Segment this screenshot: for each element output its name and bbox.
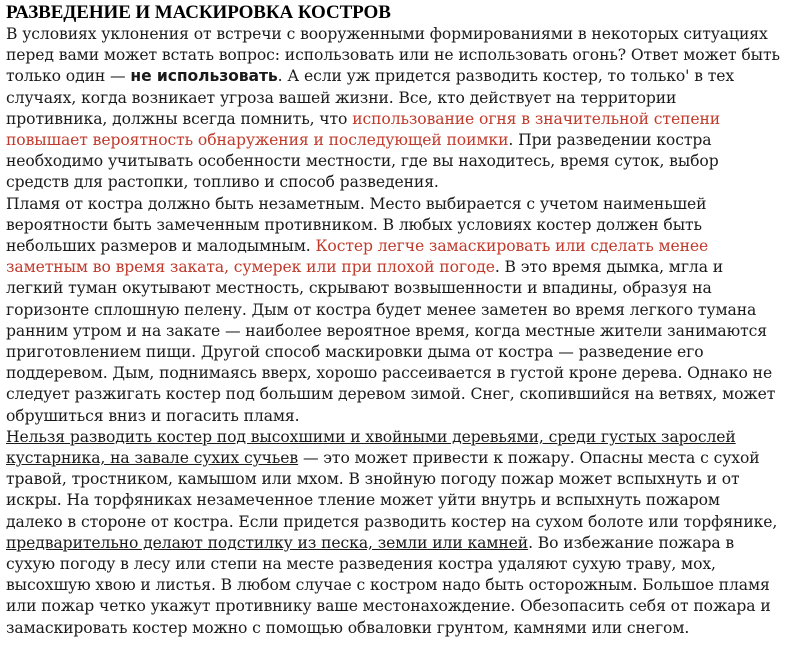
intro-text-3: . При разведении костра необходимо учитывать особенности местности, где вы находитесь, время суток, выбор средств для растопки, топливо и способ разведения. <box>6 131 719 192</box>
intro-highlight: использование огня в значительной степени повышает вероятность обнаружения и последующей поимки <box>6 109 721 150</box>
flame-highlight: Костер легче замаскировать или сделать менее заметным во время заката, сумерек или при плохой погоде <box>6 237 709 277</box>
page-title: РАЗВЕДЕНИЕ И МАСКИРОВКА КОСТРОВ <box>6 2 391 23</box>
paragraph-flame <box>6 194 781 427</box>
paragraph-safety <box>6 427 781 639</box>
intro-text-1: В условиях уклонения от встречи с вооруженными формированиями в некоторых ситуациях перед вами может встать вопрос: использовать или не использовать огонь? Ответ может быть только один — <box>6 25 780 86</box>
safety-underline-2: предварительно делают подстилку из песка, земли или камней <box>6 533 529 552</box>
intro-emphasis: не использовать <box>130 67 278 86</box>
safety-text-1: — это может привести к пожару. Опасны места с сухой травой, тростником, камышом или мхом. В знойную погоду пожар может вспыхнуть и от искры. На торфяниках незамеченное тление может уйти внутрь и вспыхнуть пожаром далеко в стороне от костра. Если придется разводить костер на сухом болоте или торфянике, <box>6 449 778 531</box>
flame-text-1: Пламя от костра должно быть незаметным. Место выбирается с учетом наименьшей вероятности быть замеченным противником. В любых условиях костер должен быть небольших размеров и малодымным. <box>6 194 707 256</box>
safety-text-2: . Во избежание пожара в сухую погоду в лесу или степи на месте разведения костра удаляют сухую траву, мох, высохшую хвою и листья. В любом случае с костром надо быть осторожным. Большое пламя или пожар четко укажут противнику ваше местонахождение. Обезопасить себя от пожара и замаскировать костер можно с помощью обваловки грунтом, камнями или снегом. <box>6 533 771 637</box>
intro-text-2: . А если уж придется разводить костер, то только' в тех случаях, когда возникает угроза вашей жизни. Все, кто действует на территории противника, должны всегда помнить, что <box>6 67 735 128</box>
flame-text-2: . В это время дымка, мгла и легкий туман окутывают местность, скрывают возвышенности и впадины, образуя на горизонте сплошную пелену. Дым от костра будет менее заметен во время легкого тумана ранним утром и на закате — наиболее вероятное время, когда местные жители занимаются приготовлением пищи. Другой способ маскировки дыма от костра — разведение его поддеревом. Дым, поднимаясь вверх, хорошо рассеивается в густой кроне дерева. Однако не следует разжигать костер под большим деревом зимой. Снег, скопившийся на ветвях, может обрушиться вниз и погасить пламя. <box>6 258 776 425</box>
paragraph-intro <box>6 24 781 194</box>
safety-underline-1: Нельзя разводить костер под высохшими и хвойными деревьями, среди густых зарослей кустарника, на завале сухих сучьев <box>6 427 736 468</box>
